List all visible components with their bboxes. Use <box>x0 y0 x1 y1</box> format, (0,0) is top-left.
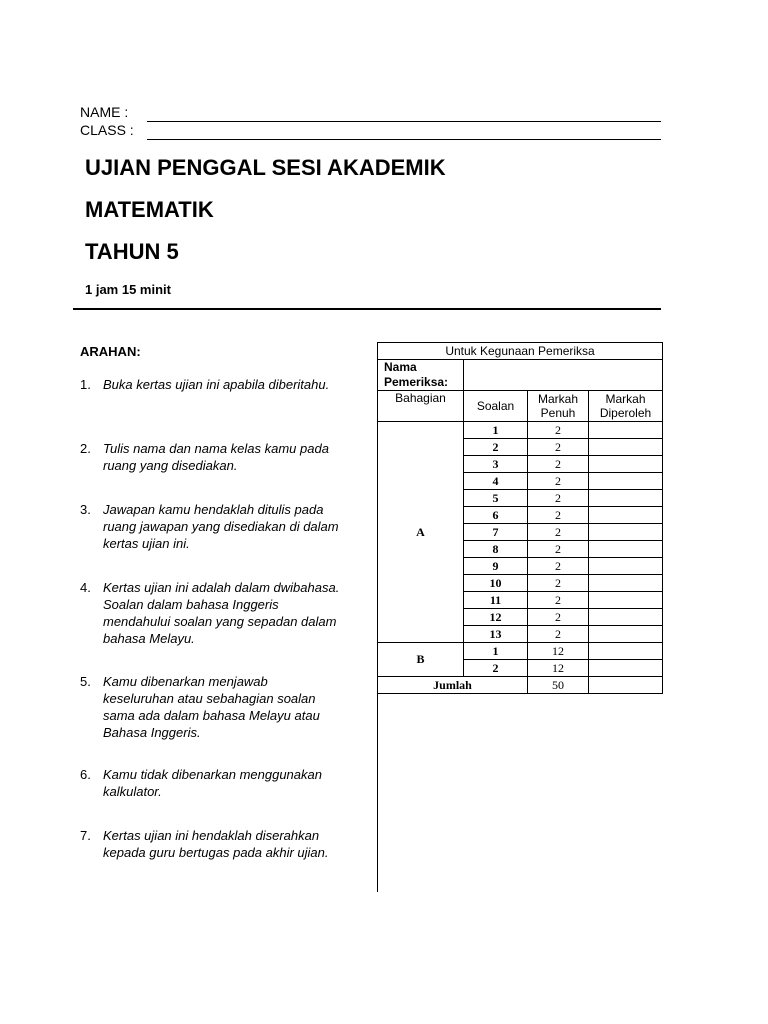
instruction-text: Kertas ujian ini hendaklah diserahkan kepada guru bertugas pada akhir ujian. <box>103 828 329 860</box>
total-full-mark: 50 <box>528 677 589 694</box>
obtained-mark-cell[interactable] <box>589 541 663 558</box>
question-number: 10 <box>464 575 528 592</box>
question-number: 7 <box>464 524 528 541</box>
examiner-name-label: Nama Pemeriksa: <box>378 360 464 391</box>
question-number: 11 <box>464 592 528 609</box>
instruction-item <box>80 673 340 741</box>
question-number: 12 <box>464 609 528 626</box>
full-mark: 2 <box>528 609 589 626</box>
exam-title: UJIAN PENGGAL SESI AKADEMIK <box>85 155 446 180</box>
instruction-text: Tulis nama dan nama kelas kamu pada ruang yang disediakan. <box>103 441 329 473</box>
instruction-number: 3. <box>80 502 91 517</box>
question-number: 5 <box>464 490 528 507</box>
full-mark: 2 <box>528 490 589 507</box>
question-number: 1 <box>464 422 528 439</box>
header-divider <box>73 308 661 310</box>
question-number: 3 <box>464 456 528 473</box>
instruction-item <box>80 376 340 393</box>
question-number: 1 <box>464 643 528 660</box>
instruction-text: Kamu dibenarkan menjawab keseluruhan atau sebahagian soalan sama ada dalam bahasa Melayu atau Bahasa Inggeris. <box>103 674 320 740</box>
obtained-mark-cell[interactable] <box>589 592 663 609</box>
table-row <box>378 643 663 660</box>
instruction-text: Buka kertas ujian ini apabila diberitahu. <box>103 377 330 392</box>
full-mark: 2 <box>528 626 589 643</box>
col-header-markah-diperoleh: Markah Diperoleh <box>589 391 663 422</box>
question-number: 6 <box>464 507 528 524</box>
total-obtained-cell[interactable] <box>589 677 663 694</box>
instruction-text: Kamu tidak dibenarkan menggunakan kalkulator. <box>103 767 322 799</box>
total-row <box>378 677 663 694</box>
instruction-number: 7. <box>80 828 91 843</box>
instruction-number: 2. <box>80 441 91 456</box>
obtained-mark-cell[interactable] <box>589 490 663 507</box>
full-mark: 2 <box>528 558 589 575</box>
class-label: CLASS : <box>80 122 134 138</box>
instruction-text: Kertas ujian ini adalah dalam dwibahasa. Soalan dalam bahasa Inggeris mendahului soalan yang sepadan dalam bahasa Melayu. <box>103 580 340 646</box>
obtained-mark-cell[interactable] <box>589 558 663 575</box>
obtained-mark-cell[interactable] <box>589 660 663 677</box>
full-mark: 12 <box>528 660 589 677</box>
obtained-mark-cell[interactable] <box>589 609 663 626</box>
full-mark: 2 <box>528 541 589 558</box>
name-label: NAME : <box>80 104 129 120</box>
instruction-item <box>80 827 340 861</box>
instruction-item <box>80 766 340 800</box>
obtained-mark-cell[interactable] <box>589 473 663 490</box>
instruction-number: 5. <box>80 674 91 689</box>
instruction-number: 6. <box>80 767 91 782</box>
full-mark: 2 <box>528 439 589 456</box>
total-label: Jumlah <box>378 677 528 694</box>
full-mark: 2 <box>528 456 589 473</box>
instruction-item <box>80 501 340 552</box>
full-mark: 2 <box>528 422 589 439</box>
obtained-mark-cell[interactable] <box>589 507 663 524</box>
full-mark: 2 <box>528 592 589 609</box>
examiner-table <box>377 342 663 694</box>
name-field-line[interactable] <box>147 121 661 122</box>
section-b-label: B <box>378 643 464 677</box>
obtained-mark-cell[interactable] <box>589 456 663 473</box>
instruction-number: 1. <box>80 377 91 392</box>
question-number: 4 <box>464 473 528 490</box>
obtained-mark-cell[interactable] <box>589 643 663 660</box>
full-mark: 2 <box>528 473 589 490</box>
year-title: TAHUN 5 <box>85 239 179 264</box>
question-number: 13 <box>464 626 528 643</box>
obtained-mark-cell[interactable] <box>589 422 663 439</box>
obtained-mark-cell[interactable] <box>589 439 663 456</box>
col-header-bahagian: Bahagian <box>378 391 464 422</box>
obtained-mark-cell[interactable] <box>589 575 663 592</box>
instruction-text: Jawapan kamu hendaklah ditulis pada ruang jawapan yang disediakan di dalam kertas ujian ini. <box>103 502 339 551</box>
instruction-item <box>80 579 340 647</box>
obtained-mark-cell[interactable] <box>589 524 663 541</box>
exam-duration: 1 jam 15 minit <box>85 282 171 297</box>
obtained-mark-cell[interactable] <box>589 626 663 643</box>
table-title: Untuk Kegunaan Pemeriksa <box>378 343 663 360</box>
full-mark: 12 <box>528 643 589 660</box>
instruction-item <box>80 440 340 474</box>
question-number: 2 <box>464 439 528 456</box>
question-number: 2 <box>464 660 528 677</box>
instruction-number: 4. <box>80 580 91 595</box>
table-row <box>378 422 663 439</box>
full-mark: 2 <box>528 524 589 541</box>
section-a-label: A <box>378 422 464 643</box>
col-header-soalan: Soalan <box>464 391 528 422</box>
subject-title: MATEMATIK <box>85 197 214 222</box>
instructions-title: ARAHAN: <box>80 344 141 359</box>
class-field-line[interactable] <box>147 139 661 140</box>
col-header-markah-penuh: Markah Penuh <box>528 391 589 422</box>
question-number: 9 <box>464 558 528 575</box>
full-mark: 2 <box>528 507 589 524</box>
examiner-name-field[interactable] <box>464 360 663 391</box>
full-mark: 2 <box>528 575 589 592</box>
question-number: 8 <box>464 541 528 558</box>
